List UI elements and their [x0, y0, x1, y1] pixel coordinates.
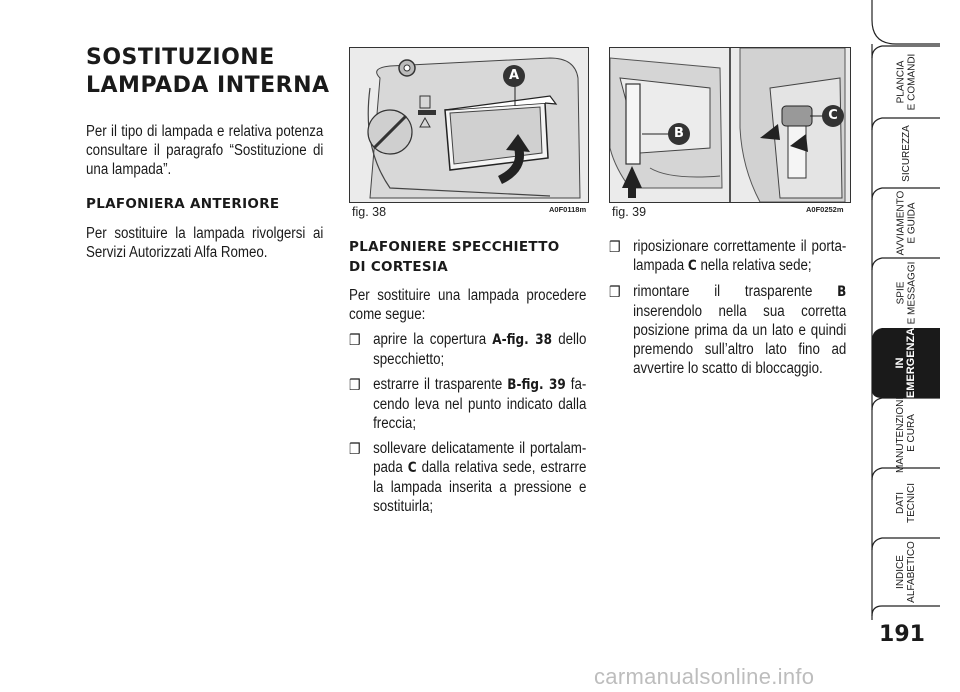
tab-avviamento[interactable]: AVVIAMENTO E GUIDA [895, 190, 917, 256]
figure-38 [349, 47, 589, 203]
page-number: 191 [879, 622, 925, 647]
tab-indice[interactable]: INDICE ALFABETICO [895, 541, 917, 603]
list-item: ❒ sollevare delicatamente il portalampada C dalla relativa sede, estrarre la lampada inserita a pressione e sostituirla; [349, 440, 587, 515]
tab-plancia[interactable]: PLANCIA E COMANDI [894, 53, 917, 111]
figure-38-illustration [350, 48, 588, 202]
figure-38-code: A0F0118m [549, 205, 587, 214]
page-title-line-2: LAMPADA INTERNA [86, 73, 330, 98]
figure-38-caption: fig. 38 [352, 205, 387, 219]
tab-sicurezza[interactable]: SICUREZZA [900, 124, 912, 182]
chapter-tabs [870, 0, 960, 692]
section-title-front-light: PLAFONIERA ANTERIORE [86, 196, 280, 212]
figure-reference: A-fig. 38 [492, 332, 553, 348]
callout-b: B [668, 123, 690, 145]
list-item: ❒ rimontare il trasparente B inserendolo nella sua corretta posizione prima da un lato e quindi premendo sull’altro lato fino ad avvertire lo scatto di bloccaggio. [609, 283, 847, 377]
callout-c: C [822, 105, 844, 127]
watermark: carmanualsonline.info [594, 664, 815, 689]
list-item: ❒ riposizionare correttamente il portalampada C nella relativa sede; [609, 238, 847, 274]
figure-reference: C [687, 258, 697, 274]
vanity-intro-paragraph: Per sostituire una lampada procedere come segue: [349, 287, 587, 323]
page-title-line-1: SOSTITUZIONE [86, 45, 275, 70]
tab-in-emergenza-active[interactable]: IN EMERGENZA [894, 327, 917, 399]
figure-39 [609, 47, 851, 203]
tab-manutenzione[interactable]: MANUTENZIONE E CURA [895, 393, 917, 473]
tab-dati-tecnici[interactable]: DATI TECNICI [895, 483, 917, 523]
checkbox-bullet-icon: ❒ [349, 332, 361, 349]
figure-reference: C [407, 460, 417, 476]
front-light-paragraph: Per sostituire la lampada rivolgersi ai Servizi Autorizzati Alfa Romeo. [86, 225, 324, 261]
steps-list-left [349, 330, 586, 522]
tab-spie[interactable]: SPIE E MESSAGGI [894, 261, 917, 325]
figure-reference: B [837, 284, 847, 300]
figure-reference: B-fig. 39 [507, 377, 566, 393]
figure-39-illustration [610, 48, 850, 202]
figure-39-code: A0F0252m [806, 205, 844, 214]
section-title-vanity-mirror [349, 237, 589, 277]
callout-a: A [503, 65, 525, 87]
intro-paragraph: Per il tipo di lampada e relativa potenza consultare il paragrafo “Sostituzione di una lampada”. [86, 123, 324, 178]
list-item: ❒ estrarre il trasparente B-fig. 39 facendo leva nel punto indicato dalla freccia; [349, 376, 587, 432]
checkbox-bullet-icon: ❒ [609, 284, 621, 301]
steps-list-right [609, 237, 846, 384]
checkbox-bullet-icon: ❒ [349, 377, 361, 394]
checkbox-bullet-icon: ❒ [609, 239, 621, 256]
section-title-line-1: PLAFONIERE SPECCHIETTO [349, 239, 560, 255]
list-item: ❒ aprire la copertura A-fig. 38 dello specchietto; [349, 331, 587, 368]
checkbox-bullet-icon: ❒ [349, 441, 361, 458]
figure-39-caption: fig. 39 [612, 205, 647, 219]
section-title-line-2: DI CORTESIA [349, 259, 449, 275]
page-title [86, 44, 336, 100]
